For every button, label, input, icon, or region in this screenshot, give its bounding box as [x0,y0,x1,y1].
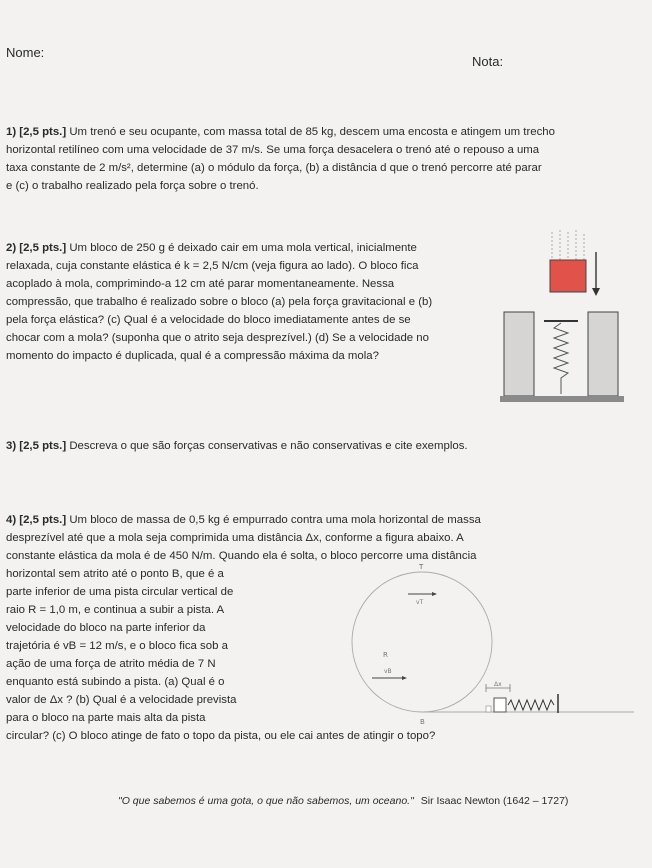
drop-trail [552,230,584,262]
question-4-line: valor de Δx ? (b) Qual é a velocidade prevista [6,694,237,706]
newton-quote [118,795,568,807]
question-4-number: 4) [2,5 pts.] [6,514,67,526]
question-4-line: enquanto está subindo a pista. (a) Qual é o [6,676,225,688]
block-marker [486,706,491,712]
nota-label: Nota: [472,54,504,69]
question-3-number: 3) [2,5 pts.] [6,440,67,452]
question-2-line: relaxada, cuja constante elástica é k = 2,5 N/cm (veja figura ao lado). O bloco fica [6,260,419,272]
question-4-line: ação de uma força de atrito média de 7 N [6,658,216,670]
question-1-number: 1) [2,5 pts.] [6,126,67,138]
question-2-line: chocar com a mola? (suponha que o atrito seja desprezível.) (d) Se a velocidade no [6,332,429,344]
question-2-line: compressão, que trabalho é realizado sobre o bloco (a) pela força gravitacional e (b) [6,296,433,308]
vt-arrowhead [432,592,437,596]
question-2-line: Um bloco de 250 g é deixado cair em uma mola vertical, inicialmente [69,242,417,254]
small-block [494,698,506,712]
question-4-line: velocidade do bloco na parte inferior da [6,622,206,634]
point-b-label: B [420,718,425,726]
circular-track [352,572,492,712]
question-4-line: constante elástica da mola é de 450 N/m. Quando ela é solta, o bloco percorre uma distância [6,550,477,562]
question-1-line: e (c) o trabalho realizado pela força sobre o trenó. [6,180,259,192]
container-floor [500,396,624,402]
loop-track-figure [336,560,636,730]
question-4-line: desprezível até que a mola seja comprimida uma distância Δx, conforme a figura abaixo. A [6,532,464,544]
question-2-line: pela força elástica? (c) Qual é a velocidade do bloco imediatamente antes de se [6,314,411,326]
question-1-line: horizontal retilíneo com uma velocidade de 37 m/s. Se uma força desacelera o trenó até o repouso a uma [6,144,540,156]
question-1-line: Um trenó e seu ocupante, com massa total de 85 kg, descem uma encosta e atingem um trecho [69,126,555,138]
question-2-line: momento do impacto é duplicada, qual é a compressão máxima da mola? [6,350,379,362]
question-1 [6,123,632,195]
velocity-arrowhead [592,288,600,296]
question-4-line: parte inferior de uma pista circular vertical de [6,586,234,598]
question-4-line: Um bloco de massa de 0,5 kg é empurrado contra uma mola horizontal de massa [69,514,481,526]
question-4-line: para o bloco na parte mais alta da pista [6,712,206,724]
nome-label: Nome: [6,45,45,60]
container-right-wall [588,312,618,396]
question-3 [6,437,632,455]
question-2 [6,239,489,365]
container-left-wall [504,312,534,396]
radius-label: R [383,651,388,659]
spring-block-figure [496,222,628,404]
point-t-label: T [419,563,424,571]
red-block [550,260,586,292]
quote-text: "O que sabemos é uma gota, o que não sabemos, um oceano." [118,795,414,807]
vb-label: vB [384,668,392,675]
question-2-line: acoplado à mola, comprimindo-a 12 cm até parar momentaneamente. Nessa [6,278,395,290]
question-3-text: Descreva o que são forças conservativas e não conservativas e cite exemplos. [69,440,468,452]
dx-label: Δx [494,681,502,688]
question-4-line: circular? (c) O bloco atinge de fato o topo da pista, ou ele cai antes de atingir o topo? [6,730,436,742]
vb-arrowhead [402,676,407,680]
question-2-number: 2) [2,5 pts.] [6,242,67,254]
question-4-line: trajetória é vB = 12 m/s, e o bloco fica sob a [6,640,228,652]
quote-author: Sir Isaac Newton (1642 – 1727) [420,795,569,807]
vertical-spring [554,323,568,394]
horizontal-spring [508,700,554,710]
question-4-line: horizontal sem atrito até o ponto B, que é a [6,568,224,580]
vt-label: vT [416,599,424,606]
question-1-line: taxa constante de 2 m/s², determine (a) o módulo da força, (b) a distância d que o trenó percorre até parar [6,162,542,174]
question-4-line: raio R = 1,0 m, e continua a subir a pista. A [6,604,225,616]
